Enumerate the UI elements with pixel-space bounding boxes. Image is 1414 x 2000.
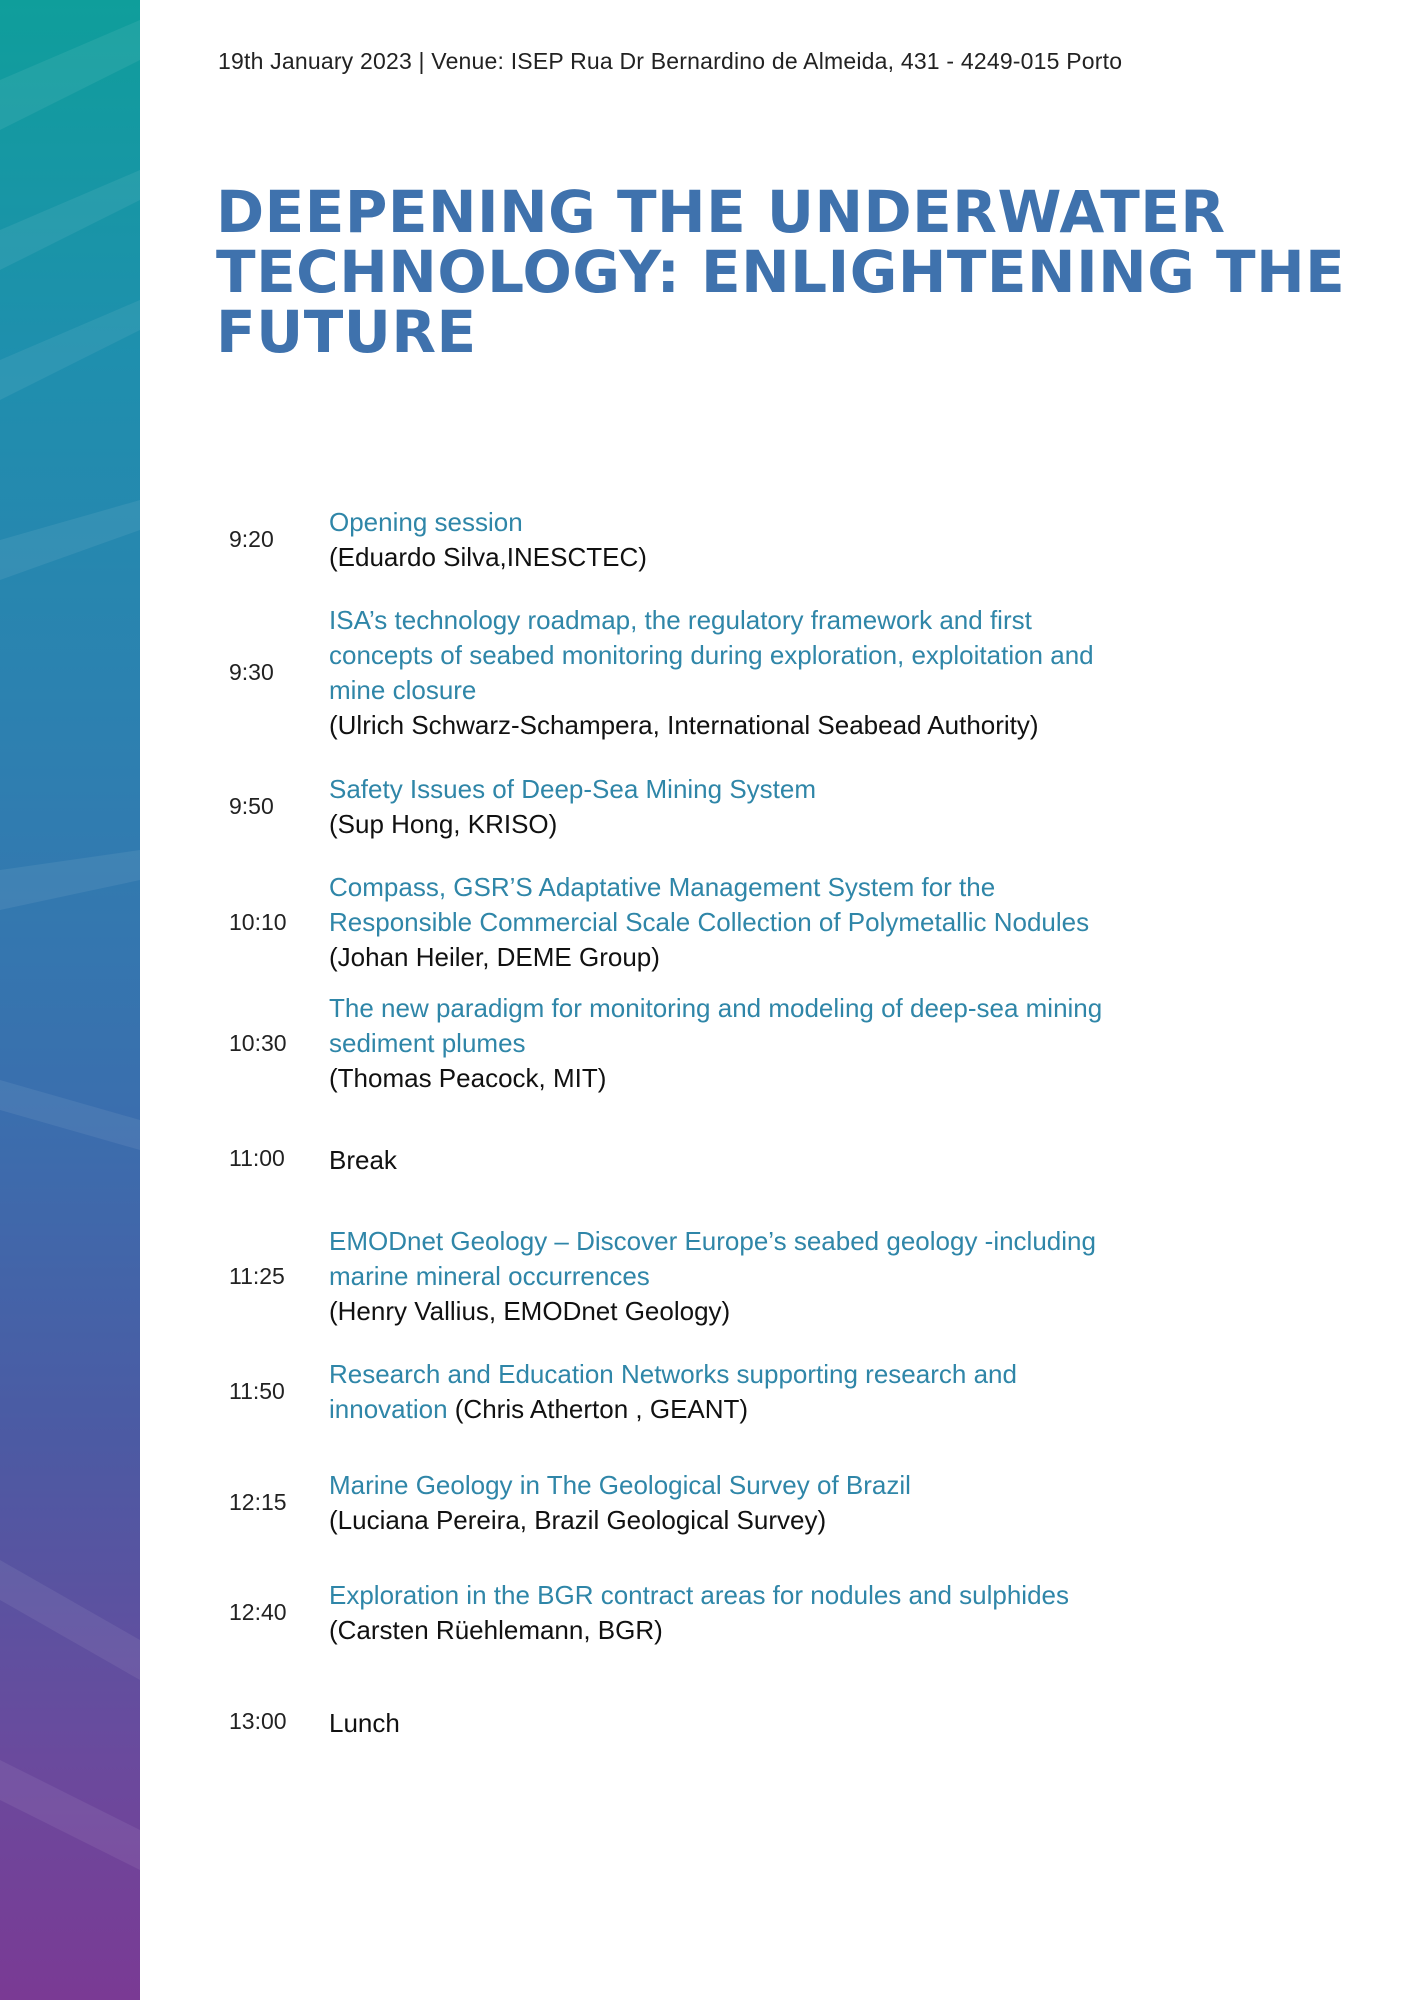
agenda-content — [329, 1224, 1329, 1329]
title-line-3: FUTURE — [216, 298, 477, 366]
talk-title: EMODnet Geology – Discover Europe’s seabed geology -including — [329, 1226, 1096, 1256]
agenda-time: 11:00 — [229, 1145, 285, 1171]
title-line-2: TECHNOLOGY: ENLIGHTENING THE — [216, 238, 1346, 306]
talk-title: marine mineral occurrences — [329, 1261, 650, 1291]
talk-title: The new paradigm for monitoring and modeling of deep-sea mining — [329, 993, 1103, 1023]
event-date-venue: 19th January 2023 | Venue: ISEP Rua Dr Bernardino de Almeida, 431 - 4249-015 Porto — [218, 48, 1123, 74]
agenda-content — [329, 1578, 1329, 1648]
agenda-time: 12:15 — [229, 1489, 287, 1515]
agenda-content — [329, 1357, 1329, 1427]
talk-title: sediment plumes — [329, 1028, 526, 1058]
agenda-content — [329, 1468, 1329, 1538]
agenda-content — [329, 772, 1329, 842]
agenda-content — [329, 870, 1329, 975]
talk-title: Compass, GSR’S Adaptative Management System for the — [329, 872, 996, 902]
talk-title: Research and Education Networks supporting research and — [329, 1359, 1017, 1389]
talk-title: ISA’s technology roadmap, the regulatory framework and first — [329, 605, 1032, 635]
agenda-content — [329, 505, 1329, 575]
agenda-content — [329, 1706, 1329, 1741]
speaker: (Eduardo Silva,INESCTEC) — [329, 542, 647, 572]
speaker: (Carsten Rüehlemann, BGR) — [329, 1615, 663, 1645]
agenda-time: 9:30 — [229, 659, 274, 685]
break-label: Break — [329, 1145, 397, 1175]
talk-title: Opening session — [329, 507, 523, 537]
agenda-time: 9:20 — [229, 526, 274, 552]
agenda-time: 13:00 — [229, 1708, 287, 1734]
title-line-1: DEEPENING THE UNDERWATER — [216, 178, 1226, 246]
speaker: (Thomas Peacock, MIT) — [329, 1063, 607, 1093]
talk-title: concepts of seabed monitoring during exploration, exploitation and — [329, 640, 1094, 670]
decorative-side-band — [0, 0, 140, 2000]
speaker: (Henry Vallius, EMODnet Geology) — [329, 1296, 731, 1326]
talk-title: innovation — [329, 1394, 448, 1424]
speaker: (Sup Hong, KRISO) — [329, 809, 558, 839]
agenda-time: 9:50 — [229, 793, 274, 819]
talk-title: mine closure — [329, 675, 477, 705]
speaker: (Luciana Pereira, Brazil Geological Survey) — [329, 1505, 827, 1535]
talk-title: Safety Issues of Deep-Sea Mining System — [329, 774, 817, 804]
wave-pattern-icon — [0, 0, 140, 2000]
agenda-time: 11:25 — [229, 1263, 285, 1289]
page-title — [216, 178, 1366, 366]
agenda-content — [329, 1143, 1329, 1178]
lunch-label: Lunch — [329, 1708, 400, 1738]
talk-title: Marine Geology in The Geological Survey of Brazil — [329, 1470, 911, 1500]
speaker: (Johan Heiler, DEME Group) — [329, 942, 660, 972]
talk-title: Responsible Commercial Scale Collection of Polymetallic Nodules — [329, 907, 1090, 937]
talk-line-with-speaker — [329, 1392, 1329, 1427]
agenda-time: 12:40 — [229, 1599, 287, 1625]
talk-title: Exploration in the BGR contract areas for nodules and sulphides — [329, 1580, 1069, 1610]
agenda-content — [329, 603, 1329, 743]
agenda-content — [329, 991, 1329, 1096]
speaker: (Chris Atherton , GEANT) — [447, 1394, 749, 1424]
speaker: (Ulrich Schwarz-Schampera, International Seabead Authority) — [329, 710, 1039, 740]
agenda-time: 10:10 — [229, 909, 287, 935]
agenda-time: 11:50 — [229, 1378, 285, 1404]
agenda-time: 10:30 — [229, 1030, 287, 1056]
